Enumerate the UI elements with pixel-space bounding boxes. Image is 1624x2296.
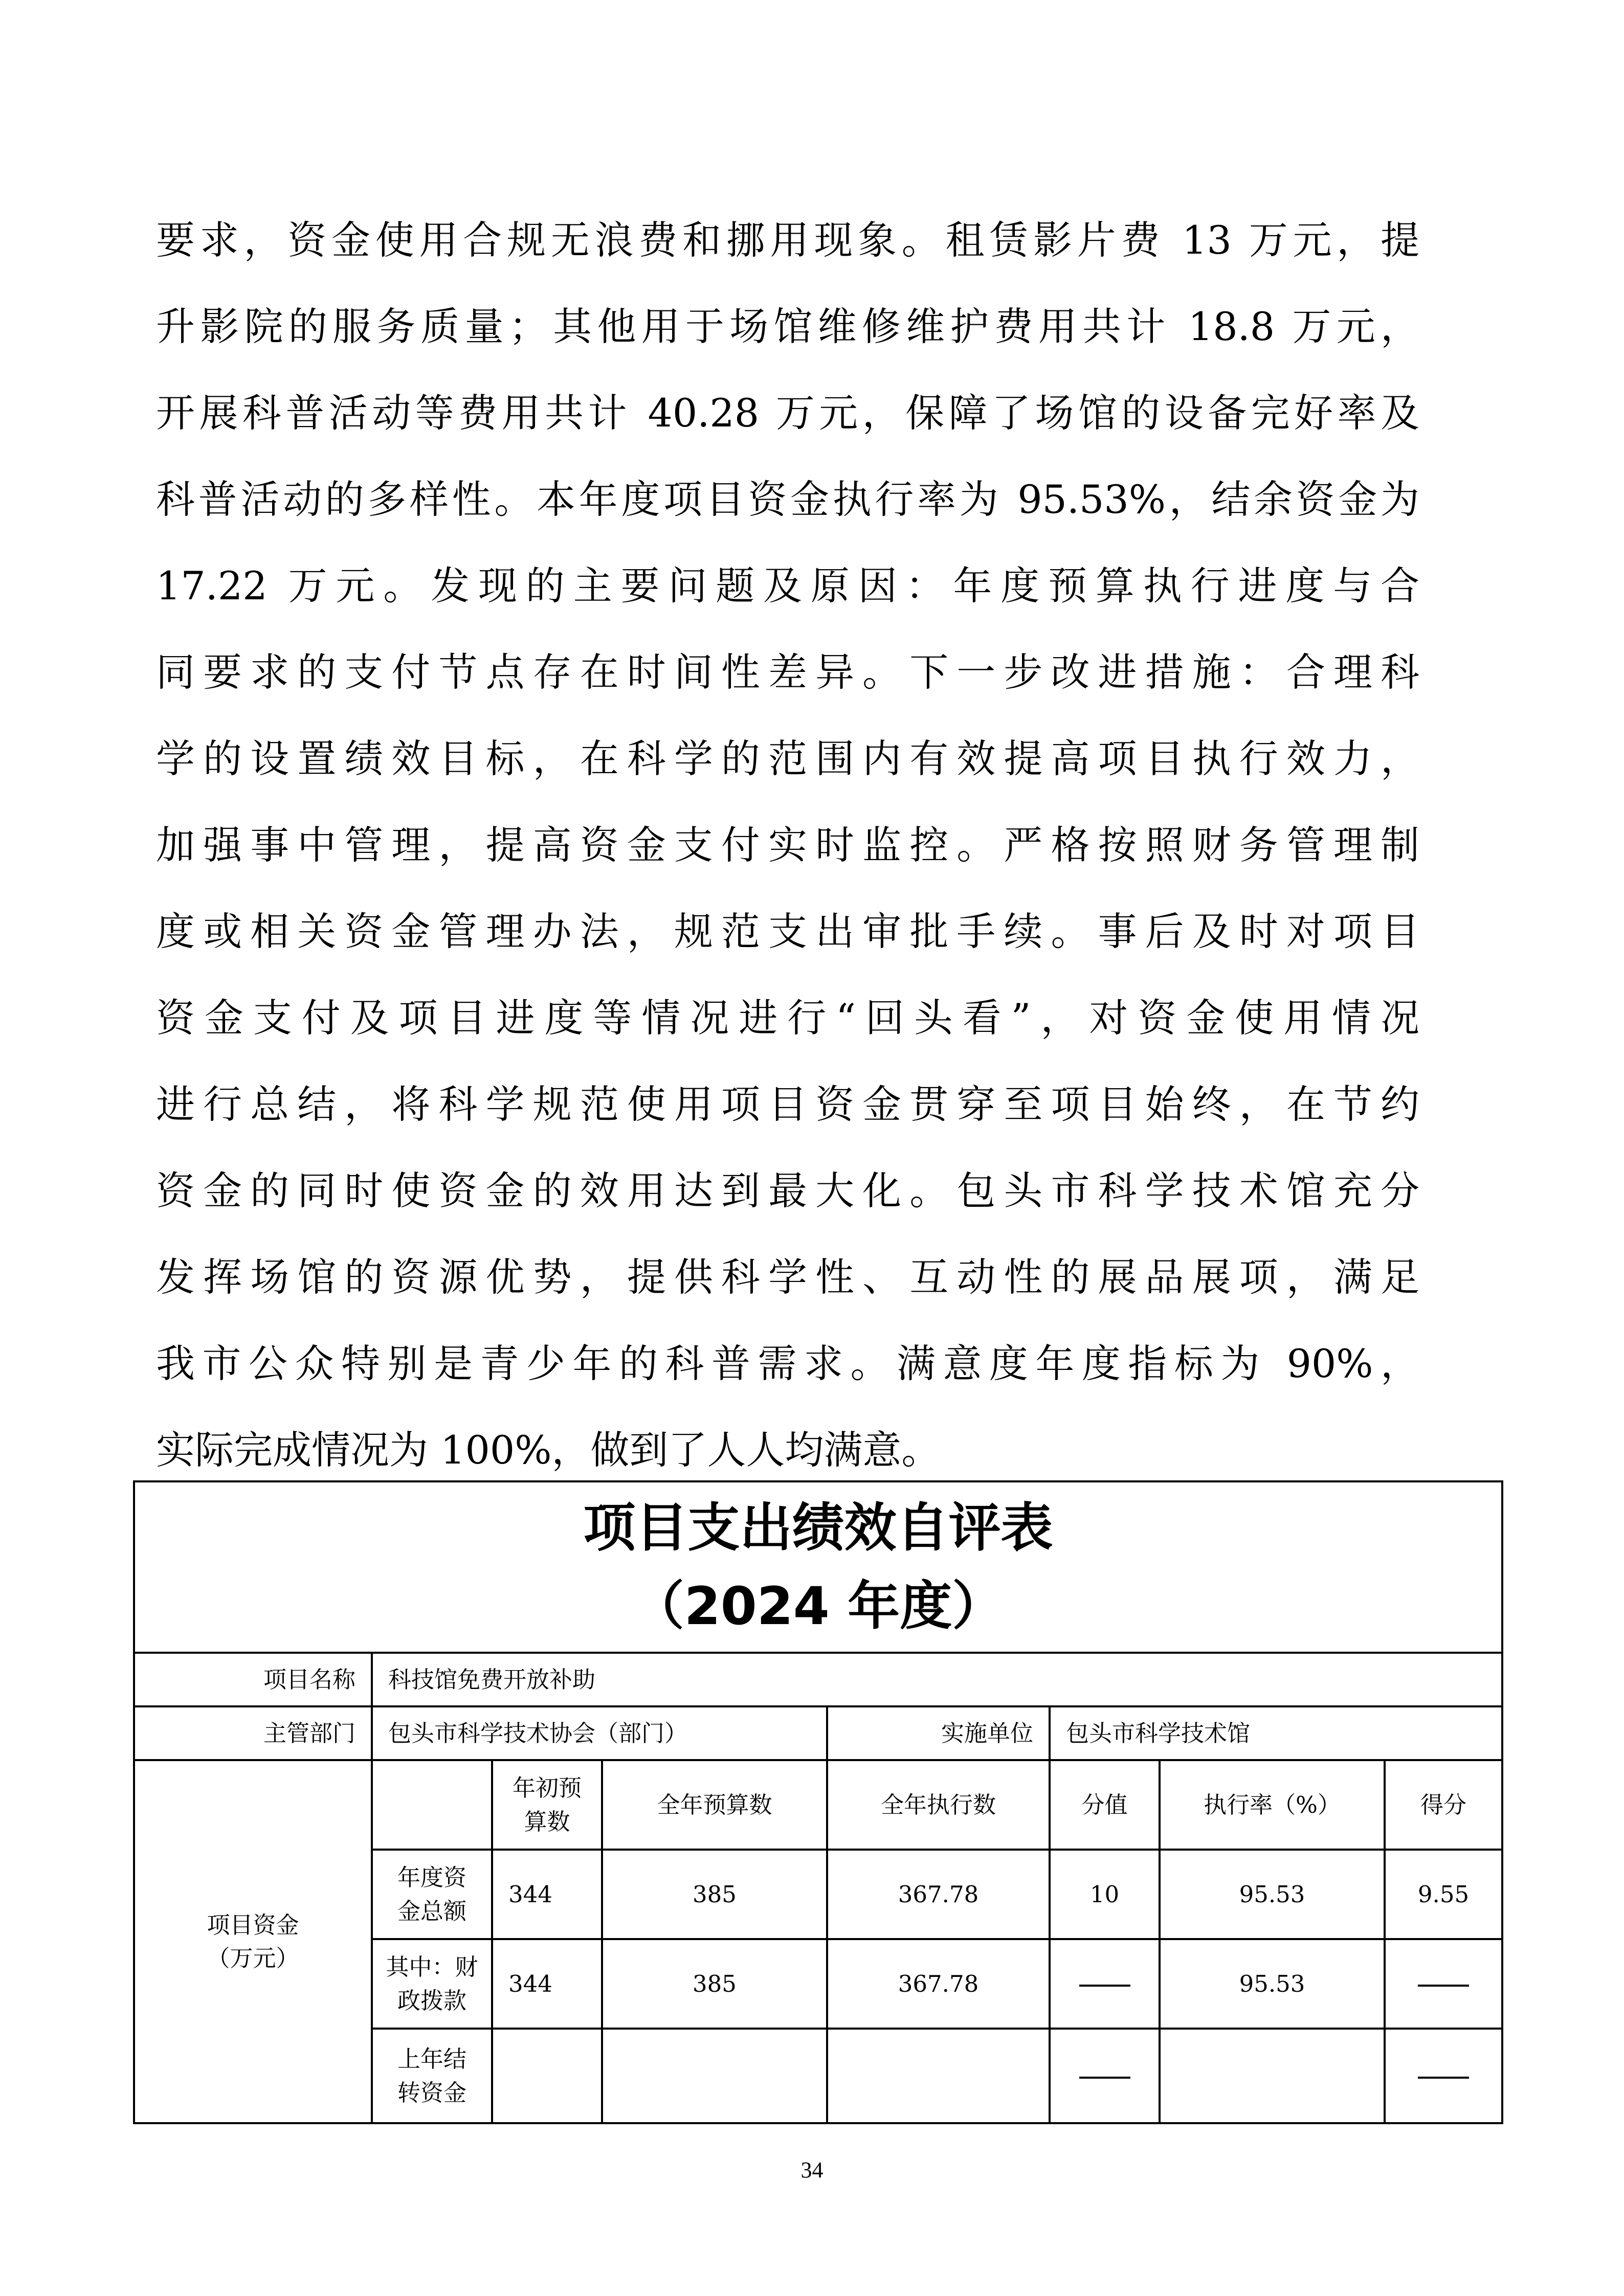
- header-score-value: 分值: [1050, 1760, 1160, 1850]
- annual-budget-cell: 385: [602, 1850, 827, 1939]
- project-name-label: 项目名称: [134, 1653, 372, 1706]
- dash-mark: [1418, 2077, 1469, 2079]
- body-line: 17.22 万元。发现的主要问题及原因：年度预算执行进度与合: [156, 563, 1419, 609]
- unit-value: 包头市科学技术馆: [1050, 1706, 1502, 1760]
- row-label-line1: 上年结: [397, 2045, 466, 2073]
- row-label: [372, 1850, 492, 1939]
- body-line: 实际完成情况为 100%，做到了人人均满意。: [156, 1427, 941, 1473]
- funds-unit: （万元）: [207, 1945, 299, 1972]
- initial-budget-cell: 344: [492, 1850, 602, 1939]
- dash-mark: [1418, 1985, 1469, 1987]
- body-line: 资金的同时使资金的效用达到最大化。包头市科学技术馆充分: [156, 1168, 1419, 1213]
- body-line: 资金支付及项目进度等情况进行“回头看”，对资金使用情况: [156, 995, 1419, 1041]
- header-initial-budget-line1: 年初预: [512, 1774, 582, 1802]
- body-text: [156, 205, 1419, 1501]
- row-label-line2: 政拨款: [397, 1987, 466, 2014]
- annual-budget-cell: 385: [602, 1939, 827, 2029]
- table-subtitle: （2024 年度）: [632, 1575, 1005, 1637]
- score-cell: [1385, 1939, 1502, 2029]
- page-number: 34: [800, 2157, 824, 2182]
- row-label: [372, 1939, 492, 2029]
- table-title: 项目支出绩效自评表: [583, 1497, 1053, 1559]
- score-value-cell: 10: [1050, 1850, 1160, 1939]
- body-line: 我市公众特别是青少年的科普需求。满意度年度指标为 90%，: [156, 1341, 1419, 1386]
- body-line: 开展科普活动等费用共计 40.28 万元，保障了场馆的设备完好率及: [156, 390, 1419, 436]
- exec-rate-cell: 95.53: [1160, 1850, 1385, 1939]
- body-line: 度或相关资金管理办法，规范支出审批手续。事后及时对项目: [156, 909, 1419, 954]
- dash-mark: [1079, 2077, 1130, 2079]
- table-title-cell: [134, 1481, 1502, 1653]
- body-line: 进行总结，将科学规范使用项目资金贯穿至项目始终，在节约: [156, 1082, 1419, 1127]
- header-annual-exec: 全年执行数: [827, 1760, 1050, 1850]
- exec-rate-cell: [1160, 2029, 1385, 2123]
- row-label-line1: 年度资: [397, 1864, 466, 1892]
- header-score: 得分: [1385, 1760, 1502, 1850]
- annual-budget-cell: [602, 2029, 827, 2123]
- dept-value: 包头市科学技术协会（部门）: [372, 1706, 827, 1760]
- score-value-cell: [1050, 2029, 1160, 2123]
- score-cell: [1385, 2029, 1502, 2123]
- header-annual-budget: 全年预算数: [602, 1760, 827, 1850]
- body-line: 升影院的服务质量；其他用于场馆维修维护费用共计 18.8 万元，: [156, 304, 1419, 349]
- annual-exec-cell: 367.78: [827, 1939, 1050, 2029]
- row-label-line2: 金总额: [397, 1897, 466, 1925]
- annual-exec-cell: 367.78: [827, 1850, 1050, 1939]
- header-exec-rate: 执行率（%）: [1160, 1760, 1385, 1850]
- header-initial-budget: [492, 1760, 602, 1850]
- score-value-cell: [1050, 1939, 1160, 2029]
- body-line: 学的设置绩效目标，在科学的范围内有效提高项目执行效力，: [156, 736, 1419, 781]
- unit-label: 实施单位: [827, 1706, 1050, 1760]
- header-initial-budget-line2: 算数: [524, 1808, 570, 1835]
- self-evaluation-table: [133, 1480, 1503, 2124]
- row-label-line1: 其中：财: [386, 1953, 478, 1981]
- exec-rate-cell: 95.53: [1160, 1939, 1385, 2029]
- body-line: 发挥场馆的资源优势，提供科学性、互动性的展品展项，满足: [156, 1254, 1419, 1300]
- initial-budget-cell: [492, 2029, 602, 2123]
- header-blank: [372, 1760, 492, 1850]
- funds-label-cell: [134, 1760, 372, 2123]
- body-line: 科普活动的多样性。本年度项目资金执行率为 95.53%，结余资金为: [156, 477, 1419, 522]
- body-line: 同要求的支付节点存在时间性差异。下一步改进措施：合理科: [156, 649, 1419, 695]
- dept-label: 主管部门: [134, 1706, 372, 1760]
- project-name-value: 科技馆免费开放补助: [372, 1653, 1502, 1706]
- score-cell: 9.55: [1385, 1850, 1502, 1939]
- body-line: 要求，资金使用合规无浪费和挪用现象。租赁影片费 13 万元，提: [156, 217, 1419, 263]
- initial-budget-cell: 344: [492, 1939, 602, 2029]
- annual-exec-cell: [827, 2029, 1050, 2123]
- dash-mark: [1079, 1985, 1130, 1987]
- funds-label: 项目资金: [207, 1911, 299, 1939]
- row-label-line2: 转资金: [397, 2079, 466, 2106]
- row-label: [372, 2029, 492, 2123]
- body-line: 加强事中管理，提高资金支付实时监控。严格按照财务管理制: [156, 822, 1419, 868]
